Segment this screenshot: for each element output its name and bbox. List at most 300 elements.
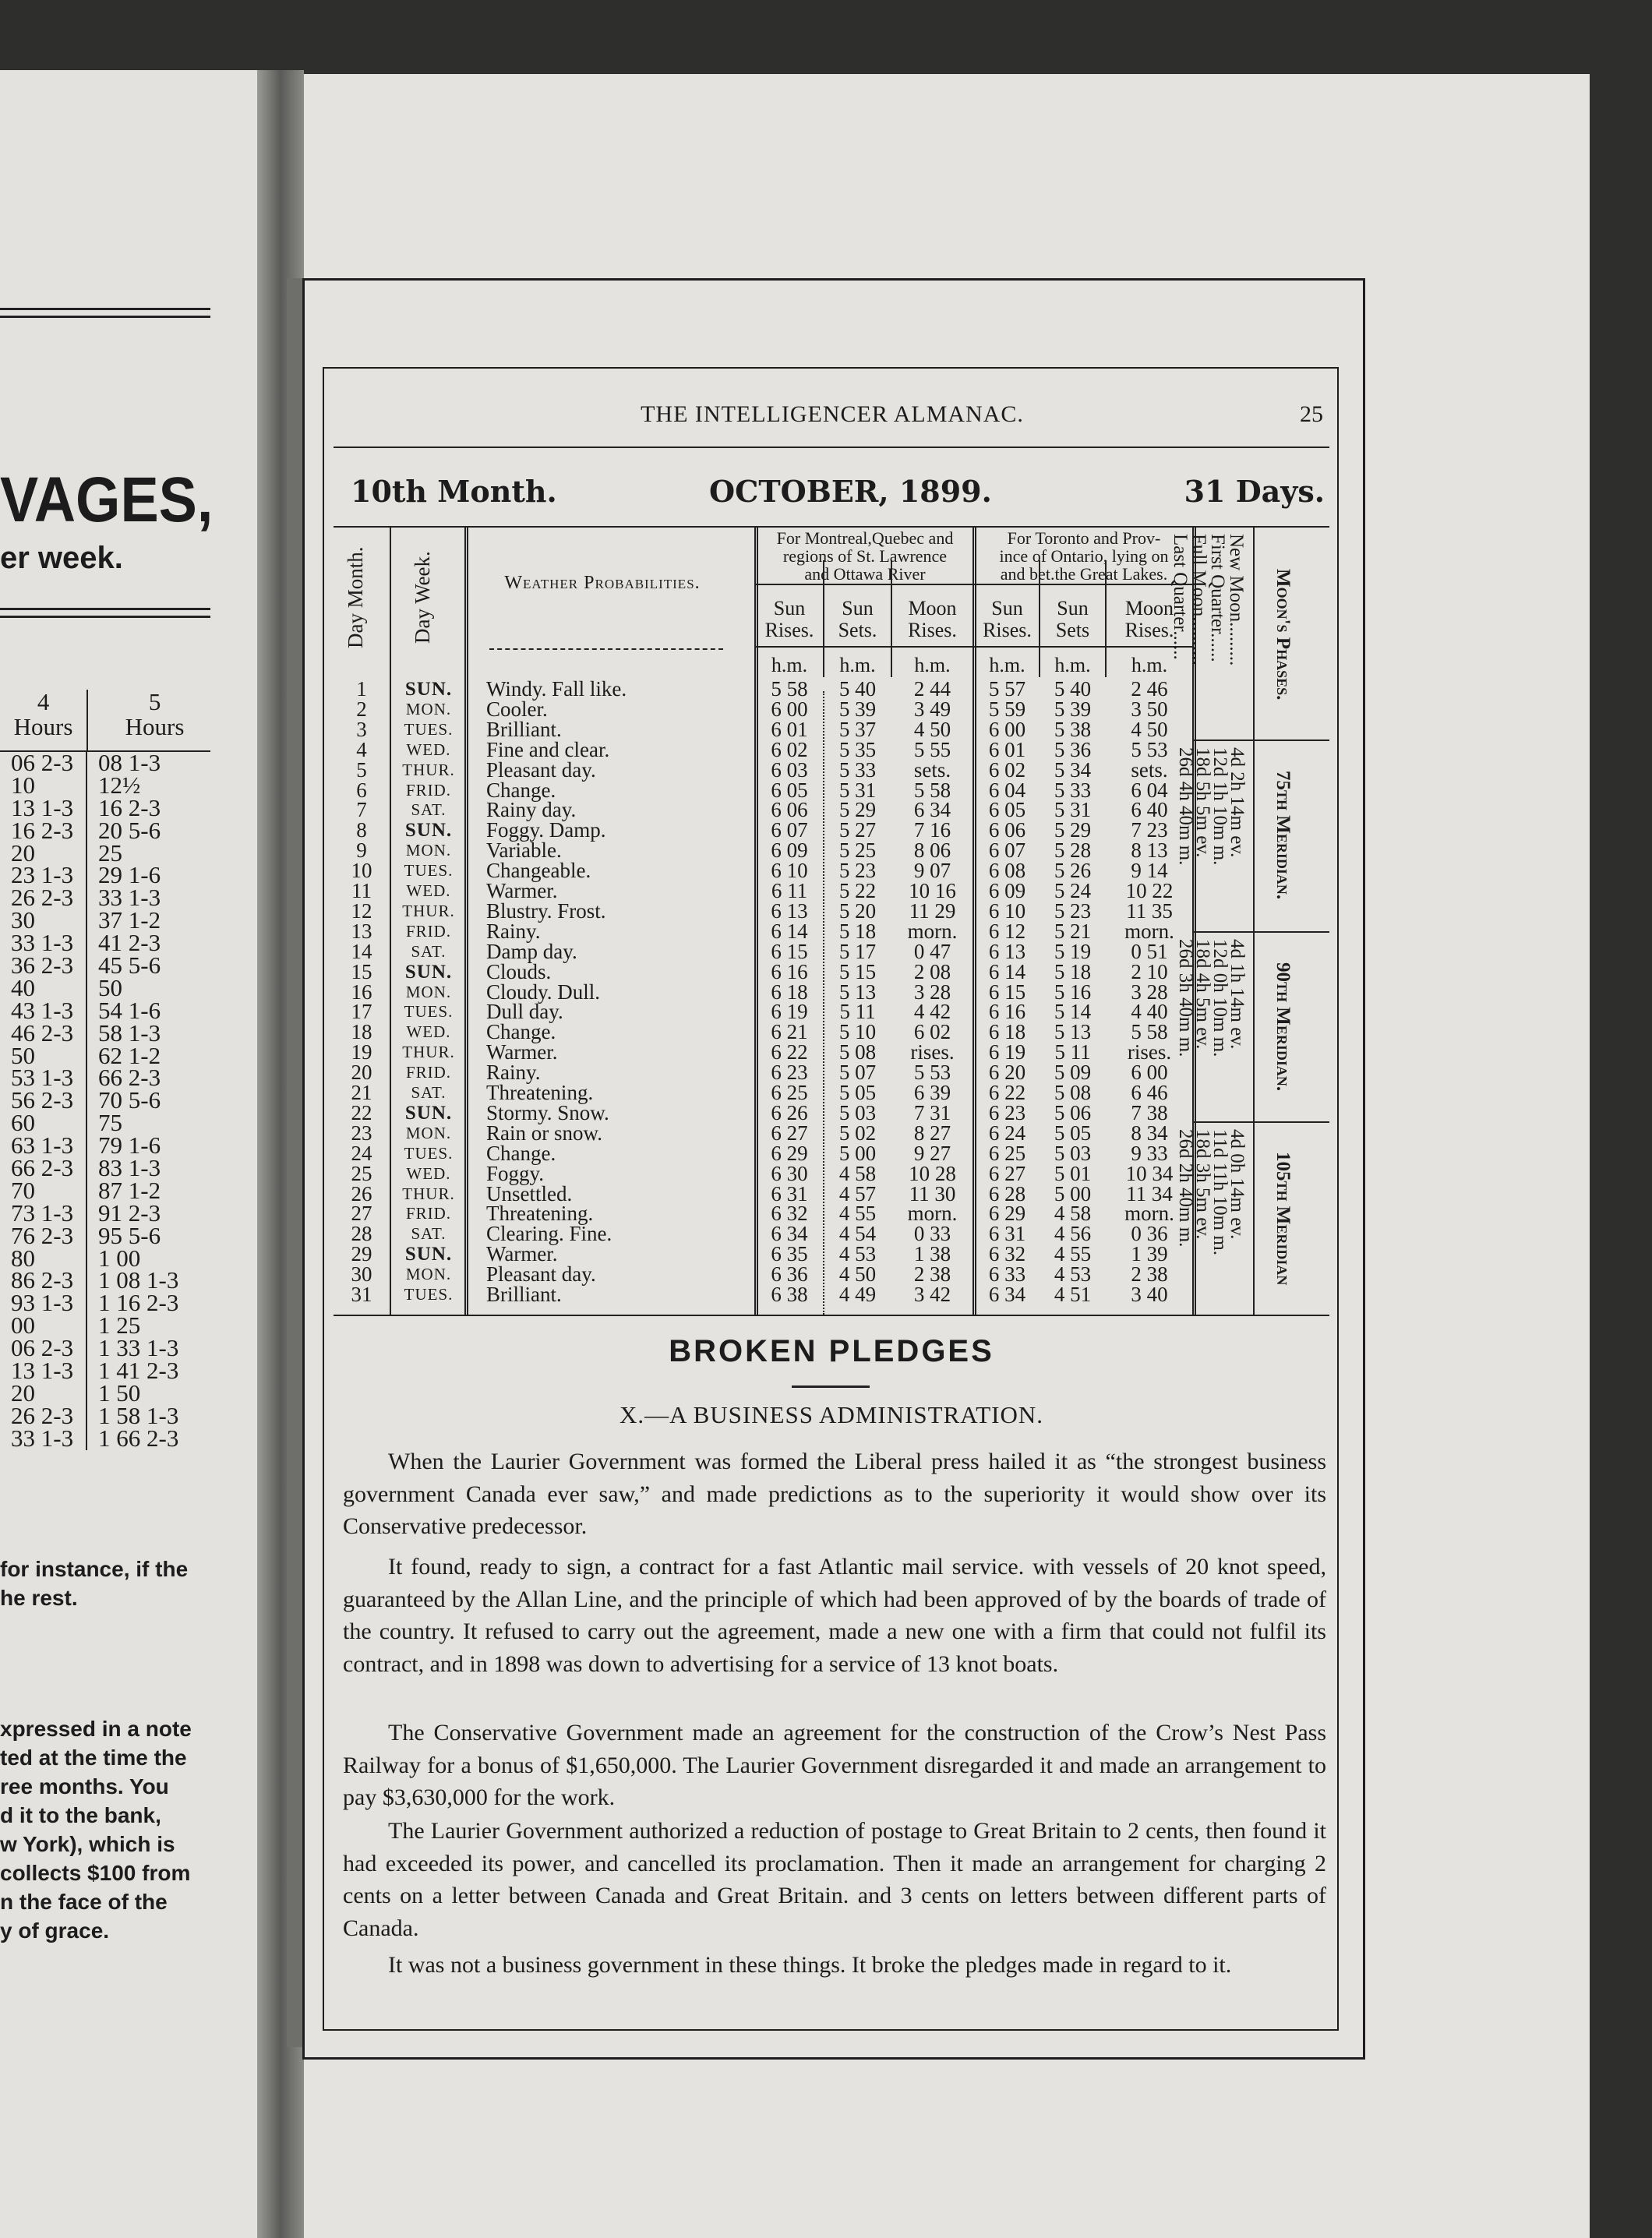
wages-cell: 33 1-3 — [0, 1428, 87, 1450]
toronto-sun-rise: 6 28 — [988, 1181, 1026, 1205]
almanac-page — [304, 74, 1590, 2238]
wages-cell: 20 — [0, 1382, 87, 1405]
weather-forecast: Clouds. — [486, 959, 552, 983]
weekday: WED. — [406, 740, 451, 759]
toronto-sun-set: 5 09 — [1054, 1061, 1092, 1085]
weekday: THUR. — [402, 760, 455, 779]
day-number: 10 — [351, 859, 372, 883]
day-number: 17 — [351, 1000, 372, 1024]
montreal-sun-set: 4 54 — [838, 1222, 877, 1246]
divider — [0, 316, 210, 318]
day-number: 28 — [351, 1222, 372, 1246]
montreal-moon-rise: 4 50 — [913, 717, 951, 741]
toronto-sun-rise: 6 22 — [988, 1081, 1026, 1104]
toronto-moon-rise: 11 35 — [1126, 898, 1173, 923]
day-number: 15 — [351, 959, 372, 983]
weather-forecast: Threatening. — [486, 1081, 594, 1104]
weekday: SUN. — [404, 1102, 453, 1124]
montreal-moon-rise: 4 42 — [913, 1000, 951, 1024]
montreal-moon-rise: sets. — [913, 757, 951, 782]
wages-cell: 33 1-3 — [98, 884, 161, 912]
previous-page-fragment — [0, 70, 257, 2238]
day-number: 24 — [351, 1141, 372, 1165]
montreal-sun-rise: 6 06 — [771, 798, 808, 822]
montreal-moon-rise: 11 29 — [909, 898, 956, 923]
weekday: SAT. — [411, 941, 447, 961]
toronto-sun-set: 5 01 — [1054, 1161, 1092, 1185]
montreal-sun-set: 5 17 — [838, 939, 877, 963]
wages-cell: 87 1-2 — [98, 1176, 161, 1204]
weekday: MON. — [405, 699, 452, 718]
montreal-sun-set: 5 29 — [838, 798, 877, 822]
toronto-sun-set: 5 00 — [1054, 1181, 1092, 1205]
wages-cell: 30 — [0, 909, 87, 932]
montreal-sun-rise: 6 26 — [771, 1100, 808, 1124]
day-number: 1 — [356, 677, 367, 701]
group-header-line: regions of St. Lawrence — [782, 546, 948, 566]
montreal-moon-rise: 7 16 — [913, 818, 951, 842]
montreal-sun-rise: 6 02 — [771, 737, 808, 761]
weekday: WED. — [406, 881, 451, 900]
weather-forecast: Warmer. — [486, 879, 558, 902]
wages-cell: 26 2-3 — [0, 1405, 87, 1428]
wages-cell: 20 — [0, 842, 87, 865]
toronto-moon-rise: 4 40 — [1131, 1000, 1168, 1024]
day-number: 20 — [351, 1061, 372, 1085]
toronto-sun-set: 5 18 — [1054, 959, 1092, 983]
weekday: SUN. — [404, 1244, 453, 1265]
montreal-sun-rise: 6 22 — [771, 1040, 808, 1064]
montreal-sun-set: 5 20 — [838, 898, 877, 923]
toronto-moon-rise: 6 40 — [1131, 798, 1168, 822]
phase-name: Last Quarter...... — [1170, 534, 1191, 660]
weekday: SAT. — [411, 800, 447, 820]
wages-cell: 43 1-3 — [0, 1000, 87, 1022]
toronto-sun-rise: 6 04 — [988, 778, 1026, 802]
note-line: for instance, if the — [0, 1557, 189, 1581]
weather-forecast: Cooler. — [486, 697, 548, 721]
wages-cell: 13 1-3 — [0, 1360, 87, 1382]
montreal-sun-set: 5 15 — [838, 959, 877, 983]
toronto-sun-rise: 6 14 — [988, 959, 1026, 983]
phase-time: 18d 4h 5m ev. — [1192, 939, 1213, 1050]
montreal-sun-set: 5 07 — [838, 1061, 877, 1085]
weather-forecast: Threatening. — [486, 1202, 594, 1226]
phase-name: Full Moon.......... — [1188, 534, 1209, 665]
montreal-sun-set: 5 02 — [838, 1121, 877, 1145]
wages-cell: 40 — [0, 977, 87, 1000]
day-number: 30 — [351, 1262, 372, 1287]
weather-forecast: Clearing. Fine. — [486, 1222, 612, 1246]
montreal-sun-set: 5 22 — [838, 879, 877, 902]
weekday: MON. — [405, 1265, 452, 1284]
toronto-sun-rise: 6 09 — [988, 879, 1026, 902]
montreal-sun-set: 4 53 — [838, 1242, 877, 1266]
toronto-sun-set: 4 53 — [1054, 1262, 1092, 1287]
weekday: THUR. — [402, 1043, 455, 1062]
montreal-sun-rise: 6 16 — [771, 959, 808, 983]
weather-forecast: Stormy. Snow. — [486, 1100, 609, 1124]
group-header-line: ince of Ontario, lying on — [999, 546, 1169, 566]
toronto-sun-rise: 6 16 — [988, 1000, 1026, 1024]
weekday: TUES. — [404, 1285, 454, 1304]
day-number: 8 — [356, 818, 367, 842]
wages-cell: 70 5-6 — [98, 1086, 161, 1114]
montreal-moon-rise: 3 42 — [913, 1283, 951, 1306]
wages-cell: 73 1-3 — [0, 1202, 87, 1225]
montreal-sun-rise: 6 14 — [771, 919, 808, 943]
wages-cell: 26 2-3 — [0, 887, 87, 909]
toronto-sun-set: 5 23 — [1054, 898, 1092, 923]
toronto-sun-set: 5 28 — [1054, 838, 1092, 863]
toronto-moon-rise: 7 23 — [1131, 818, 1168, 842]
weekday: WED. — [406, 1022, 451, 1042]
toronto-sun-rise: 6 27 — [988, 1161, 1026, 1185]
toronto-sun-set: 5 40 — [1054, 677, 1092, 701]
note-line: n the face of the — [0, 1890, 168, 1914]
toronto-moon-rise: 4 50 — [1131, 717, 1168, 741]
wages-cell: 60 — [0, 1112, 87, 1135]
day-number: 6 — [356, 778, 367, 802]
weather-forecast: Damp day. — [486, 939, 577, 963]
wages-cell: 1 16 2-3 — [98, 1289, 179, 1317]
wages-cell: 91 2-3 — [98, 1198, 161, 1227]
phase-name: New Moon......... — [1226, 534, 1247, 666]
weekday: TUES. — [404, 861, 454, 881]
wages-cell: 1 58 1-3 — [98, 1401, 179, 1429]
toronto-sun-rise: 6 00 — [988, 717, 1026, 741]
toronto-sun-set: 5 19 — [1054, 939, 1092, 963]
weekday: SUN. — [404, 679, 453, 700]
note-line: collects $100 from — [0, 1861, 191, 1885]
wages-cell: 13 1-3 — [0, 797, 87, 820]
montreal-sun-rise: 6 23 — [771, 1061, 808, 1085]
montreal-sun-rise: 6 19 — [771, 1000, 808, 1024]
page-number: 25 — [1300, 401, 1323, 427]
toronto-sun-set: 4 58 — [1054, 1202, 1092, 1226]
day-number: 4 — [356, 737, 367, 761]
column-header: Hours — [125, 713, 185, 740]
montreal-sun-rise: 6 30 — [771, 1161, 808, 1185]
toronto-moon-rise: 2 38 — [1131, 1262, 1168, 1287]
weather-header: Weather Probabilities. — [504, 573, 701, 593]
day-number: 14 — [351, 939, 372, 963]
montreal-sun-set: 5 11 — [839, 1000, 876, 1024]
toronto-moon-rise: morn. — [1124, 1202, 1174, 1226]
day-number: 2 — [356, 697, 367, 721]
weather-forecast: Foggy. Damp. — [486, 818, 606, 842]
montreal-sun-rise: 6 07 — [771, 818, 808, 842]
montreal-sun-rise: 6 15 — [771, 939, 808, 963]
wages-cell: 23 1-3 — [0, 864, 87, 887]
wages-cell: 1 41 2-3 — [98, 1357, 179, 1385]
toronto-moon-rise: 11 34 — [1126, 1181, 1173, 1205]
phase-time: 4d 1h 14m ev. — [1227, 939, 1248, 1050]
unit-label: h.m. — [839, 654, 876, 676]
weather-forecast: Fine and clear. — [486, 737, 610, 761]
weekday: TUES. — [404, 1143, 454, 1163]
weather-forecast: Change. — [486, 1141, 556, 1165]
montreal-sun-set: 5 13 — [838, 980, 877, 1004]
toronto-sun-set: 5 03 — [1054, 1141, 1092, 1165]
sun-sets-header: Sun Sets — [1055, 597, 1090, 641]
montreal-sun-set: 5 35 — [838, 737, 877, 761]
wages-cell: 06 2-3 — [0, 1337, 87, 1360]
wages-table-body — [0, 749, 210, 1452]
toronto-sun-set: 5 06 — [1054, 1100, 1092, 1124]
montreal-moon-rise: 9 07 — [913, 859, 951, 883]
note-fragment — [0, 1714, 192, 1945]
phase-time: 12d 1h 10m m. — [1209, 747, 1230, 866]
weekday: SAT. — [411, 1224, 447, 1244]
wages-cell: 95 5-6 — [98, 1221, 161, 1249]
wages-cell: 1 08 1-3 — [98, 1266, 179, 1294]
montreal-sun-rise: 6 27 — [771, 1121, 808, 1145]
wages-cell: 16 2-3 — [98, 793, 161, 821]
weekday: MON. — [405, 982, 452, 1001]
day-number: 29 — [351, 1242, 372, 1266]
unit-label: h.m. — [914, 654, 951, 676]
day-number: 9 — [356, 838, 367, 863]
montreal-sun-rise: 6 01 — [771, 717, 808, 741]
montreal-sun-rise: 6 25 — [771, 1081, 808, 1104]
weekday: MON. — [405, 841, 452, 860]
toronto-moon-rise: 8 34 — [1131, 1121, 1168, 1145]
montreal-sun-set: 5 40 — [838, 677, 877, 701]
toronto-sun-rise: 6 25 — [988, 1141, 1026, 1165]
weekday: TUES. — [404, 719, 454, 739]
wages-cell: 56 2-3 — [0, 1089, 87, 1112]
montreal-moon-rise: 0 47 — [913, 939, 951, 963]
toronto-sun-set: 5 24 — [1054, 879, 1092, 902]
weekday: WED. — [406, 1163, 451, 1183]
note-line: ree months. You — [0, 1774, 169, 1799]
toronto-sun-set: 5 31 — [1054, 798, 1092, 822]
wages-cell: 41 2-3 — [98, 929, 161, 957]
toronto-moon-rise: 10 22 — [1125, 879, 1174, 902]
montreal-moon-rise: 2 44 — [913, 677, 951, 701]
montreal-sun-rise: 6 36 — [771, 1262, 808, 1287]
wages-cell: 80 — [0, 1248, 87, 1270]
day-number: 3 — [356, 717, 367, 741]
sun-rises-header: Sun Rises. — [983, 597, 1032, 641]
phase-time: 26d 4h 40m m. — [1175, 747, 1196, 866]
group-header-line: and Ottawa River — [804, 564, 926, 584]
montreal-sun-rise: 5 58 — [771, 677, 808, 701]
note-line: y of grace. — [0, 1919, 110, 1943]
wages-cell: 29 1-6 — [98, 861, 161, 889]
montreal-moon-rise: 7 31 — [913, 1100, 951, 1124]
toronto-sun-set: 4 56 — [1054, 1222, 1092, 1246]
wages-cell: 25 — [98, 838, 122, 867]
month-title: OCTOBER, 1899. — [709, 474, 992, 509]
article-paragraph: The Conservative Government made an agreement for the construction of the Crow’s Nest Pass Railway for a bonus of $1,650,000. The Laurier Government disregarded it and made an arrangement to pay $3,630,000 for the work. — [343, 1720, 1326, 1810]
wages-cell: 08 1-3 — [98, 749, 161, 776]
montreal-sun-set: 5 31 — [838, 778, 877, 802]
montreal-sun-rise: 6 03 — [771, 757, 808, 782]
montreal-sun-set: 5 23 — [838, 859, 877, 883]
toronto-sun-set: 5 36 — [1054, 737, 1092, 761]
toronto-sun-rise: 6 32 — [988, 1242, 1026, 1266]
toronto-moon-rise: 6 46 — [1131, 1081, 1168, 1104]
day-number: 5 — [356, 757, 367, 782]
wages-cell: 53 1-3 — [0, 1067, 87, 1089]
wages-title: VAGES, — [0, 464, 214, 535]
montreal-sun-rise: 6 10 — [771, 859, 808, 883]
wages-cell: 83 1-3 — [98, 1154, 161, 1182]
wages-subtitle: er week. — [0, 541, 123, 575]
weekday: SAT. — [411, 1083, 447, 1102]
montreal-moon-rise: 8 06 — [913, 838, 951, 863]
toronto-sun-rise: 6 06 — [988, 818, 1026, 842]
meridian-105-label: 105th Meridian — [1273, 1152, 1294, 1286]
wages-cell: 45 5-6 — [98, 951, 161, 980]
days-label: 31 Days. — [1184, 474, 1325, 509]
toronto-sun-set: 4 51 — [1054, 1283, 1092, 1306]
day-number: 23 — [351, 1121, 372, 1145]
day-number: 21 — [351, 1081, 372, 1104]
weekday: SUN. — [404, 820, 453, 842]
article-paragraph: It was not a business government in these things. It broke the pledges made in regard to it. — [388, 1952, 1232, 1978]
montreal-moon-rise: 10 16 — [909, 879, 956, 902]
day-number: 27 — [351, 1202, 372, 1226]
column-header: 5 — [148, 688, 161, 715]
phase-time: 12d 0h 10m m. — [1209, 939, 1230, 1057]
toronto-moon-rise: 6 00 — [1131, 1061, 1168, 1085]
toronto-moon-rise: 3 28 — [1131, 980, 1168, 1004]
toronto-sun-rise: 6 01 — [988, 737, 1026, 761]
wages-cell: 20 5-6 — [98, 816, 161, 844]
toronto-moon-rise: 8 13 — [1131, 838, 1168, 863]
toronto-sun-set: 5 21 — [1054, 919, 1092, 943]
wages-cell: 06 2-3 — [0, 752, 87, 775]
day-number: 16 — [351, 980, 372, 1004]
outer-border — [302, 278, 1365, 2060]
montreal-moon-rise: 1 38 — [913, 1242, 951, 1266]
wages-cell: 36 2-3 — [0, 955, 87, 977]
wages-row — [0, 1424, 210, 1452]
weather-forecast: Pleasant day. — [486, 757, 596, 782]
toronto-moon-rise: 2 46 — [1131, 677, 1168, 701]
wages-cell: 50 — [0, 1045, 87, 1068]
wages-table — [0, 690, 210, 1450]
montreal-sun-set: 5 08 — [838, 1040, 877, 1064]
toronto-sun-set: 5 16 — [1054, 980, 1092, 1004]
montreal-sun-set: 5 37 — [838, 717, 877, 741]
montreal-moon-rise: morn. — [907, 1202, 958, 1226]
montreal-sun-rise: 6 00 — [771, 697, 808, 721]
toronto-moon-rise: 1 39 — [1131, 1242, 1168, 1266]
montreal-sun-set: 4 49 — [838, 1283, 877, 1306]
montreal-sun-rise: 6 38 — [771, 1283, 808, 1306]
weather-forecast: Rainy. — [486, 919, 541, 943]
montreal-moon-rise: morn. — [907, 919, 958, 943]
toronto-moon-rise: 5 53 — [1131, 737, 1168, 761]
weather-forecast: Brilliant. — [486, 1283, 562, 1306]
article-title: BROKEN PLEDGES — [669, 1334, 994, 1368]
toronto-moon-rise: 7 38 — [1131, 1100, 1168, 1124]
moon-rises-header: Moon Rises. — [1124, 597, 1174, 641]
toronto-sun-rise: 6 13 — [988, 939, 1026, 963]
wages-cell: 1 25 — [98, 1311, 141, 1340]
weather-forecast: Brilliant. — [486, 717, 562, 741]
divider — [0, 308, 210, 310]
toronto-sun-rise: 6 18 — [988, 1020, 1026, 1044]
unit-label: h.m. — [1054, 654, 1091, 676]
day-of-month-header: Day Month. — [344, 546, 367, 649]
toronto-sun-rise: 6 19 — [988, 1040, 1026, 1064]
toronto-sun-rise: 6 10 — [988, 898, 1026, 923]
toronto-moon-rise: rises. — [1127, 1040, 1172, 1064]
toronto-moon-rise: 0 36 — [1131, 1222, 1168, 1246]
phase-time: 26d 2h 40m m. — [1175, 1129, 1196, 1248]
phase-time: 11d 11h 10m m. — [1209, 1129, 1230, 1256]
moon-phases-header: Moon's Phases. — [1273, 568, 1294, 701]
montreal-sun-set: 5 05 — [838, 1081, 877, 1104]
montreal-moon-rise: 2 38 — [913, 1262, 951, 1287]
toronto-moon-rise: 2 10 — [1131, 959, 1168, 983]
wages-cell: 86 2-3 — [0, 1269, 87, 1292]
divider — [0, 608, 210, 610]
day-number: 13 — [351, 919, 372, 943]
montreal-moon-rise: 6 02 — [913, 1020, 951, 1044]
montreal-sun-rise: 6 05 — [771, 778, 808, 802]
toronto-sun-set: 5 08 — [1054, 1081, 1092, 1104]
montreal-sun-rise: 6 31 — [771, 1181, 808, 1205]
wages-cell: 37 1-2 — [98, 906, 161, 934]
montreal-sun-set: 4 55 — [838, 1202, 877, 1226]
unit-label: h.m. — [771, 654, 808, 676]
montreal-moon-rise: 5 55 — [913, 737, 951, 761]
weather-forecast: Blustry. Frost. — [486, 898, 606, 923]
montreal-sun-set: 4 58 — [838, 1161, 877, 1185]
moon-rises-header: Moon Rises. — [908, 597, 957, 641]
weather-forecast: Change. — [486, 778, 556, 802]
meridian-90-label: 90th Meridian. — [1273, 962, 1294, 1092]
toronto-sun-rise: 6 31 — [988, 1222, 1026, 1246]
wages-cell: 62 1-2 — [98, 1041, 161, 1069]
montreal-moon-rise: 2 08 — [913, 959, 951, 983]
toronto-sun-set: 5 13 — [1054, 1020, 1092, 1044]
toronto-sun-set: 5 11 — [1054, 1040, 1091, 1064]
wages-cell: 79 1-6 — [98, 1131, 161, 1160]
phase-time: 4d 2h 14m ev. — [1227, 747, 1248, 858]
toronto-sun-rise: 6 23 — [988, 1100, 1026, 1124]
weather-forecast: Warmer. — [486, 1242, 558, 1266]
note-line: he rest. — [0, 1586, 78, 1610]
montreal-sun-rise: 6 18 — [771, 980, 808, 1004]
toronto-sun-set: 5 38 — [1054, 717, 1092, 741]
note-fragment — [0, 1555, 188, 1612]
montreal-moon-rise: 5 53 — [913, 1061, 951, 1085]
toronto-sun-rise: 6 29 — [988, 1202, 1026, 1226]
toronto-sun-set: 5 34 — [1054, 757, 1092, 782]
montreal-moon-rise: rises. — [910, 1040, 955, 1064]
wages-cell: 93 1-3 — [0, 1292, 87, 1315]
toronto-sun-rise: 6 20 — [988, 1061, 1026, 1085]
toronto-moon-rise: 5 58 — [1131, 1020, 1168, 1044]
toronto-moon-rise: 9 14 — [1131, 859, 1168, 883]
column-header: 4 — [37, 688, 50, 715]
weather-forecast: Foggy. — [486, 1161, 545, 1185]
weather-forecast: Rain or snow. — [486, 1121, 602, 1145]
article-subtitle: X.—A BUSINESS ADMINISTRATION. — [620, 1401, 1043, 1428]
meridian-75-label: 75th Meridian. — [1273, 770, 1294, 900]
phase-time: 18d 5h 5m ev. — [1192, 747, 1213, 858]
montreal-moon-rise: 6 34 — [913, 798, 951, 822]
montreal-moon-rise: 3 28 — [913, 980, 951, 1004]
toronto-sun-rise: 5 59 — [988, 697, 1026, 721]
